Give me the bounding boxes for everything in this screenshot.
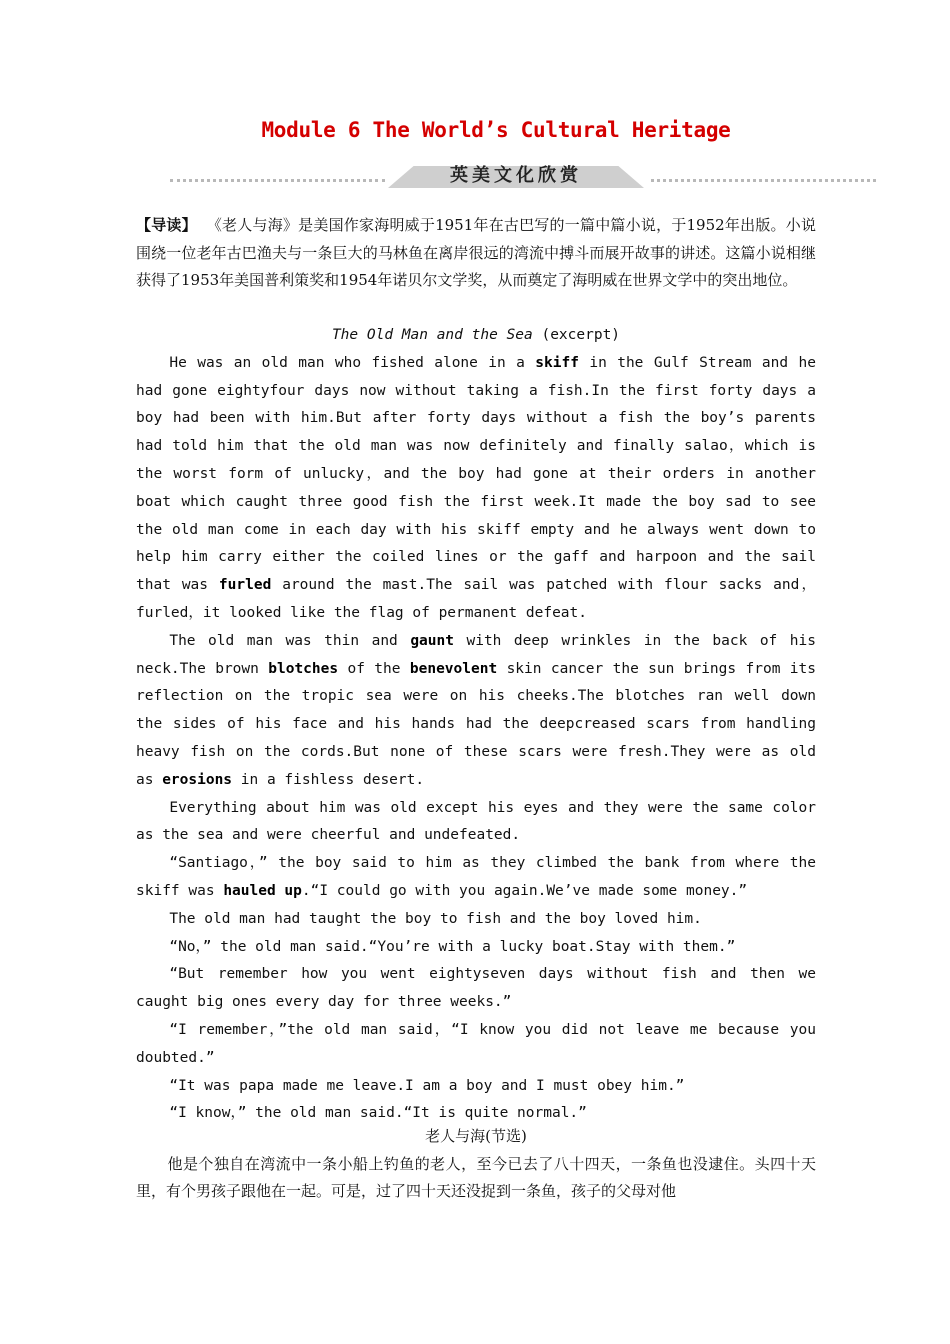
english-paragraph-7: “But remember how you went eightyseven days without fish and then we caught big ones every day for three weeks.”	[136, 966, 816, 1011]
english-paragraph-2: The old man was thin and gaunt with deep wrinkles in the back of his neck.The brown blotches of the benevolent skin cancer the sun brings from its reflection on the tropic sea were on his cheeks.The blotches ran well down the sides of his face and his hands had the deepcreased scars from handling heavy fish on the cords.But none of these scars were fresh.They were as old as erosions in a fishless desert.	[136, 632, 816, 788]
vocab-gaunt: gaunt	[410, 632, 454, 649]
chinese-title: 老人与海(节选)	[425, 1127, 527, 1145]
vocab-erosions: erosions	[162, 771, 233, 788]
vocab-hauled-up: hauled up	[223, 882, 302, 899]
vocab-benevolent: benevolent	[409, 660, 498, 677]
chinese-paragraph-1: 他是个独自在湾流中一条小船上钓鱼的老人，至今已去了八十四天，一条鱼也没逮住。头四十天里，有个男孩子跟他在一起。可是，过了四十天还没捉到一条鱼，孩子的父母对他	[136, 1154, 816, 1200]
banner-dotted-rule-right	[651, 179, 876, 182]
english-paragraph-1: He was an old man who fished alone in a skiff in the Gulf Stream and he had gone eightyfour days now without taking a fish.In the first forty days a boy had been with him.But after forty days without a fish the boy’s parents had told him that the old man was now definitely and finally salao，which is the worst form of unlucky，and the boy had gone at their orders in another boat which caught three good fish the first week.It made the boy sad to see the old man come in each day with his skiff empty and he always went down to help him carry either the coiled lines or the gaff and harpoon and the sail that was furled around the mast.The sail was patched with flour sacks and，furled，it looked like the flag of permanent defeat.	[136, 354, 817, 621]
english-paragraph-6: “No，” the old man said.“You’re with a lucky boat.Stay with them.”	[169, 938, 736, 955]
chinese-translation	[136, 1123, 816, 1206]
banner-dotted-rule-left	[170, 179, 385, 182]
english-paragraph-8: “I remember，”the old man said，“I know you did not leave me because you doubted.”	[136, 1021, 816, 1066]
english-paragraph-9: “It was papa made me leave.I am a boy and I must obey him.”	[169, 1077, 685, 1094]
lead-text: 《老人与海》是美国作家海明威于1951年在古巴写的一篇中篇小说，于1952年出版。小说围绕一位老年古巴渔夫与一条巨大的马林鱼在离岸很远的湾流中搏斗而展开故事的讲述。这篇小说相继获得了1953年美国普利策奖和1954年诺贝尔文学奖，从而奠定了海明威在世界文学中的突出地位。	[136, 216, 816, 289]
english-title	[136, 322, 816, 350]
english-paragraph-5: The old man had taught the boy to fish and the boy loved him.	[169, 910, 702, 927]
english-paragraph-4: “Santiago，” the boy said to him as they climbed the bank from where the skiff was hauled up.“I could go with you again.We’ve made some money.”	[136, 855, 816, 899]
english-title-suffix: (excerpt)	[541, 327, 621, 343]
lead-tag: 【导读】	[136, 216, 197, 234]
english-paragraph-3: Everything about him was old except his eyes and they were the same color as the sea and were cheerful and undefeated.	[136, 799, 816, 844]
english-title-italic: The Old Man and the Sea	[331, 327, 533, 343]
banner-label: 英美文化欣赏	[450, 165, 582, 186]
vocab-blotches: blotches	[268, 660, 339, 677]
vocab-skiff: skiff	[535, 354, 579, 371]
module-title: Module 6 The World’s Cultural Heritage	[261, 118, 731, 142]
english-excerpt	[136, 322, 816, 1128]
vocab-furled: furled	[218, 577, 272, 594]
section-banner	[170, 164, 876, 194]
lead-paragraph	[136, 212, 816, 295]
english-paragraph-10: “I know，” the old man said.“It is quite normal.”	[169, 1105, 587, 1122]
